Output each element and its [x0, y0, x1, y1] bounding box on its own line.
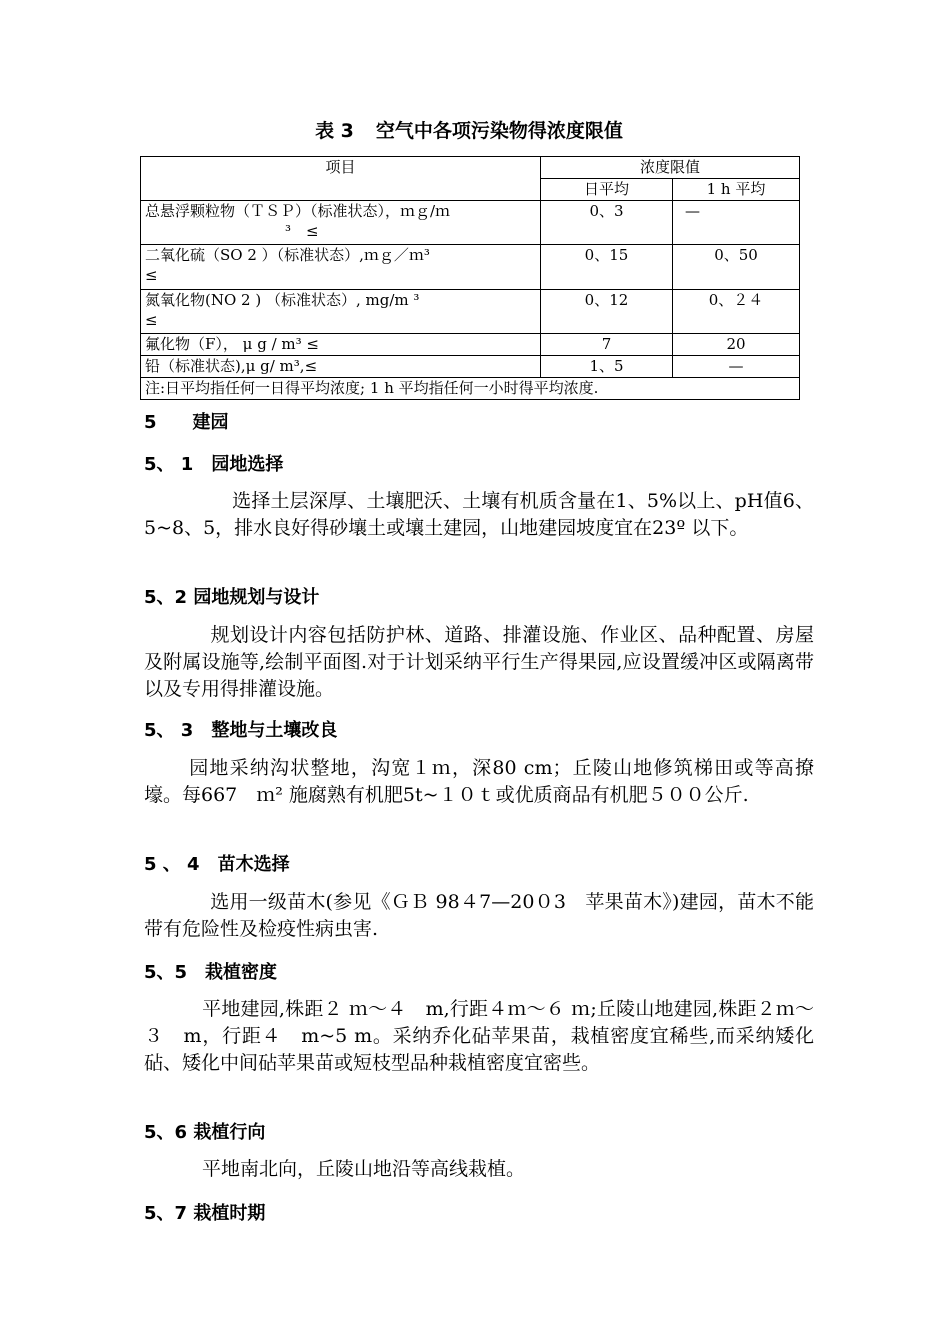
row-daily: 1、5: [541, 356, 673, 378]
section-5-4-paragraph: 选用一级苗木(参见《ＧＢ 98４7—20０3 苹果苗木》)建园，苗木不能带有危险性及检疫性病虫害.: [144, 891, 814, 940]
table-row: [141, 334, 800, 356]
row-daily: 0、3: [541, 201, 673, 245]
section-5-3-paragraph: 园地采纳沟状整地，沟宽１ｍ，深80 cm；丘陵山地修筑梯田或等高撩壕。每667 ｍ² 施腐熟有机肥5t~１０ｔ或优质商品有机肥５００公斤.: [144, 757, 814, 806]
row-item: 氮氧化物(NO 2 ) （标准状态）, mg/m ³ ≤: [141, 290, 541, 334]
section-5-2-paragraph: 规划设计内容包括防护林、道路、排灌设施、作业区、品种配置、房屋及附属设施等,绘制平面图.对于计划采纳平行生产得果园,应设置缓冲区或隔离带以及专用得排灌设施。: [144, 624, 814, 700]
section-5-7-heading: 5、7 栽植时期: [144, 1203, 266, 1224]
row-item: 氟化物（F）， μ g / m³ ≤: [141, 334, 541, 356]
table-row: [141, 245, 800, 290]
concentration-table: [140, 156, 800, 400]
row-daily: 7: [541, 334, 673, 356]
table-note: 注:日平均指任何一日得平均浓度; 1 h 平均指任何一小时得平均浓度.: [141, 378, 800, 400]
table-row: [141, 356, 800, 378]
section-5-6-paragraph: 平地南北向，丘陵山地沿等高线栽植。: [202, 1158, 526, 1180]
section-5-5-paragraph: 平地建园,株距２ ｍ～４ m,行距４ｍ～６ ｍ;丘陵山地建园,株距２ｍ～３ m，行距４ m~5 m。采纳乔化砧苹果苗，栽植密度宜稀些,而采纳矮化砧、矮化中间砧苹果苗或短枝型品种栽植密度宜密些。: [144, 998, 814, 1074]
section-5-heading: 5 建园: [144, 412, 229, 433]
section-5-1-paragraph: 选择土层深厚、土壤肥沃、土壤有机质含量在1、5%以上、pH值6、 5~8、5，排水良好得砂壤土或壤土建园，山地建园坡度宜在23º 以下。: [144, 490, 814, 539]
row-hourly: 0、50: [673, 245, 800, 290]
header-item: 项目: [141, 157, 541, 201]
table-caption: 空气中各项污染物得浓度限值: [375, 120, 623, 142]
header-hourly: 1 h 平均: [673, 179, 800, 201]
table-number: 表 3: [315, 120, 354, 142]
header-concentration: 浓度限值: [541, 157, 800, 179]
row-hourly: 20: [673, 334, 800, 356]
row-hourly: —: [673, 356, 800, 378]
row-item: 总悬浮颗粒物（ＴＳＰ）（标准状态），ｍｇ/ｍ ³ ≤: [141, 201, 541, 245]
row-daily: 0、12: [541, 290, 673, 334]
section-5-3-heading: 5、 3 整地与土壤改良: [144, 720, 338, 741]
row-item: 铅（标准状态),μ g/ m³,≤: [141, 356, 541, 378]
section-5-1-heading: 5、 1 园地选择: [144, 454, 284, 475]
table-title: [140, 116, 798, 143]
section-5-5-heading: 5、5 栽植密度: [144, 962, 278, 983]
table-row: [141, 201, 800, 245]
row-daily: 0、15: [541, 245, 673, 290]
section-5-2-heading: 5、2 园地规划与设计: [144, 587, 320, 608]
row-item: 二氧化硫（SO 2 ）（标准状态）,ｍｇ／ｍ³ ≤: [141, 245, 541, 290]
row-hourly: 0、２４: [673, 290, 800, 334]
table-row: [141, 290, 800, 334]
row-hourly: —: [673, 201, 800, 245]
header-daily: 日平均: [541, 179, 673, 201]
section-5-4-heading: 5 、 4 苗木选择: [144, 854, 290, 875]
section-5-6-heading: 5、6 栽植行向: [144, 1122, 266, 1143]
